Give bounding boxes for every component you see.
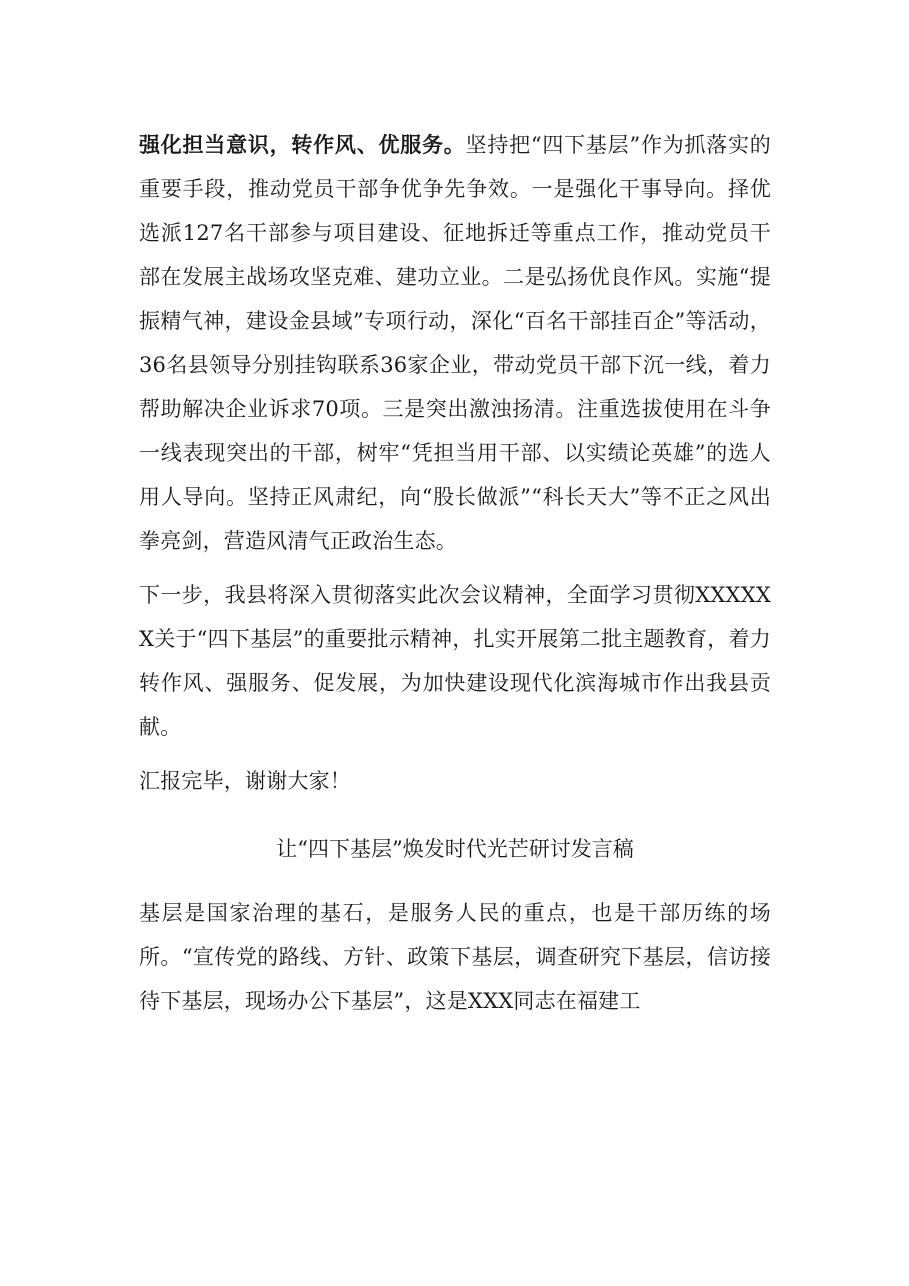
paragraph-style-service bbox=[139, 123, 771, 563]
paragraph-body-text: 坚持把“四下基层”作为抓落实的重要手段，推动党员干部争优争先争效。一是强化干事导向。择优选派127名干部参与项目建设、征地拆迁等重点工作，推动党员干部在发展主战场攻坚克难、建功立业。二是弘扬优良作风。实施“提振精气神，建设金县域”专项行动，深化“百名干部挂百企”等活动，36名县领导分别挂钩联系36家企业，带动党员干部下沉一线，着力帮助解决企业诉求70项。三是突出激浊扬清。注重选拔使用在斗争一线表现突出的干部，树牢“凭担当用干部、以实绩论英雄”的选人用人导向。坚持正风肃纪，向“股长做派”“科长天大”等不正之风出拳亮剑，营造风清气正政治生态。 bbox=[139, 133, 771, 553]
paragraph-second-article-intro: 基层是国家治理的基石，是服务人民的重点，也是干部历练的场所。“宣传党的路线、方针、政策下基层，调查研究下基层，信访接待下基层，现场办公下基层”，这是XXX同志在福建工 bbox=[139, 901, 771, 1013]
second-article-title: 让“四下基层”焕发时代光芒研讨发言稿 bbox=[276, 837, 634, 861]
document-body bbox=[139, 123, 771, 1023]
paragraph-closing: 汇报完毕，谢谢大家！ bbox=[139, 769, 351, 793]
paragraph-lead-heading: 强化担当意识，转作风、优服务。 bbox=[139, 133, 466, 157]
paragraph-next-steps: 下一步，我县将深入贯彻落实此次会议精神，全面学习贯彻XXXXXX关于“四下基层”的重要批示精神，扎实开展第二批主题教育，着力转作风、强服务、促发展，为加快建设现代化滨海城市作出我县贡献。 bbox=[139, 583, 771, 739]
